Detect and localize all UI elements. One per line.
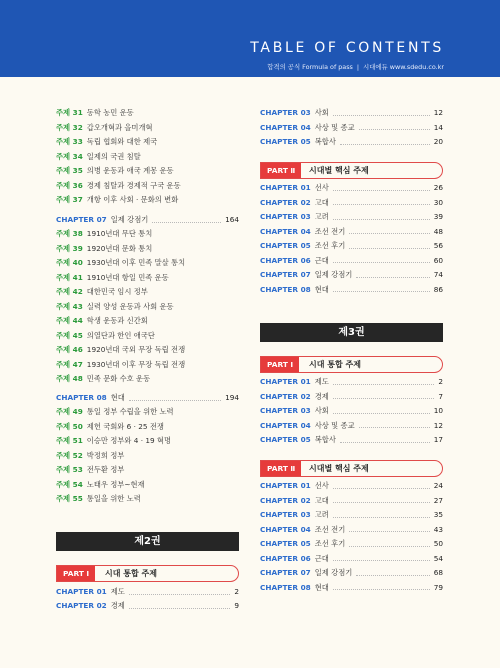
- dot-leader: [333, 190, 430, 191]
- toc-topic-33[interactable]: 주제 33 독립 협회와 대한 제국: [56, 137, 158, 146]
- dot-leader: [129, 400, 221, 401]
- part-title: 시대별 핵심 주제: [309, 464, 369, 473]
- dot-leader: [333, 204, 430, 205]
- toc-topic-32[interactable]: 주제 32 갑오개혁과 을미개혁: [56, 122, 153, 132]
- toc-topic-52[interactable]: 주제 52 박정희 정부: [56, 450, 125, 460]
- dot-leader: [129, 608, 231, 609]
- vol2-part2-chapter-05[interactable]: CHAPTER 05 조선 후기 56: [260, 241, 443, 250]
- dot-leader: [333, 502, 430, 503]
- toc-topic-45[interactable]: 주제 45 의열단과 한인 애국단: [56, 330, 155, 340]
- dot-leader: [349, 546, 429, 547]
- part-tag: PART Ⅰ: [261, 357, 299, 372]
- volume-2-heading: 제2권: [56, 532, 239, 551]
- toc-title: TABLE OF CONTENTS: [250, 40, 444, 56]
- vol3-part1-chapter-03[interactable]: CHAPTER 03 사회 10: [260, 406, 443, 415]
- part-tag: PART Ⅰ: [57, 566, 95, 581]
- dot-leader: [349, 248, 429, 249]
- dot-leader: [356, 575, 429, 576]
- vol2-part1-chapter-01[interactable]: CHAPTER 01 제도 2: [56, 587, 239, 596]
- vol3-part1-chapter-05[interactable]: CHAPTER 05 복합사 17: [260, 435, 443, 444]
- toc-topic-35[interactable]: 주제 35 의병 운동과 애국 계몽 운동: [56, 166, 174, 175]
- vol2-part1-chapter-03[interactable]: CHAPTER 03 사회 12: [260, 108, 443, 117]
- toc-topic-42[interactable]: 주제 42 대한민국 임시 정부: [56, 287, 148, 296]
- header-separator: |: [356, 63, 360, 71]
- vol3-part1-chapter-02[interactable]: CHAPTER 02 경제 7: [260, 391, 443, 401]
- publisher-text: 시대에듀 www.sdedu.co.kr: [363, 63, 444, 71]
- toc-topic-44[interactable]: 주제 44 학생 운동과 신간회: [56, 316, 148, 325]
- toc-chapter-07[interactable]: CHAPTER 07 일제 강점기 164: [56, 215, 239, 224]
- vol2-part2-chapter-04[interactable]: CHAPTER 04 조선 전기 48: [260, 226, 443, 236]
- dot-leader: [333, 488, 430, 489]
- toc-topic-39[interactable]: 주제 39 1920년대 문화 통치: [56, 243, 153, 253]
- toc-topic-43[interactable]: 주제 43 실력 양성 운동과 사회 운동: [56, 301, 174, 311]
- dot-leader: [333, 115, 430, 116]
- vol3-part2-chapter-08[interactable]: CHAPTER 08 현대 79: [260, 582, 443, 592]
- part-title: 시대 통합 주제: [309, 360, 361, 369]
- toc-topic-31[interactable]: 주제 31 동학 농민 운동: [56, 108, 134, 117]
- toc-topic-49[interactable]: 주제 49 통일 정부 수립을 위한 노력: [56, 407, 174, 416]
- vol2-part2-chapter-08[interactable]: CHAPTER 08 현대 86: [260, 284, 443, 294]
- dot-leader: [340, 442, 430, 443]
- toc-topic-54[interactable]: 주제 54 노태우 정부~현재: [56, 479, 145, 489]
- vol2-part1-chapter-05[interactable]: CHAPTER 05 복합사 20: [260, 137, 443, 146]
- dot-leader: [152, 222, 221, 223]
- toc-topic-36[interactable]: 주제 36 경제 침탈과 경제적 구국 운동: [56, 180, 181, 190]
- vol2-part2-chapter-06[interactable]: CHAPTER 06 근대 60: [260, 255, 443, 265]
- vol3-part2-chapter-02[interactable]: CHAPTER 02 고대 27: [260, 495, 443, 505]
- vol3-part2-chapter-05[interactable]: CHAPTER 05 조선 후기 50: [260, 539, 443, 548]
- vol2-part2-chapter-02[interactable]: CHAPTER 02 고대 30: [260, 197, 443, 207]
- part-tag: PART Ⅱ: [261, 163, 301, 178]
- vol3-part2-chapter-06[interactable]: CHAPTER 06 근대 54: [260, 553, 443, 563]
- toc-topic-48[interactable]: 주제 48 민족 문화 수호 운동: [56, 374, 151, 383]
- vol2-part1-chapter-04[interactable]: CHAPTER 04 사상 및 종교 14: [260, 122, 443, 132]
- vol3-part1-chapter-04[interactable]: CHAPTER 04 사상 및 종교 12: [260, 420, 443, 430]
- header-banner: [0, 0, 500, 77]
- dot-leader: [333, 384, 435, 385]
- dot-leader: [349, 233, 429, 234]
- dot-leader: [359, 129, 430, 130]
- toc-topic-40[interactable]: 주제 40 1930년대 이후 민족 말살 통치: [56, 258, 186, 267]
- vol2-part1-heading: [56, 565, 239, 582]
- vol3-part1-heading: [260, 356, 443, 373]
- dot-leader: [333, 560, 430, 561]
- toc-topic-41[interactable]: 주제 41 1910년대 항일 민족 운동: [56, 272, 169, 282]
- vol2-part2-chapter-01[interactable]: CHAPTER 01 선사 26: [260, 183, 443, 192]
- vol3-part2-chapter-04[interactable]: CHAPTER 04 조선 전기 43: [260, 524, 443, 534]
- part-tag: PART Ⅱ: [261, 461, 301, 476]
- toc-topic-38[interactable]: 주제 38 1910년대 무단 통치: [56, 229, 153, 238]
- vol2-part1-chapter-02[interactable]: CHAPTER 02 경제 9: [56, 601, 239, 610]
- dot-leader: [333, 291, 430, 292]
- vol2-part2-chapter-07[interactable]: CHAPTER 07 일제 강점기 74: [260, 270, 443, 279]
- toc-topic-53[interactable]: 주제 53 전두환 정부: [56, 465, 125, 474]
- brand-text: 합격의 공식 Formula of pass: [267, 63, 353, 71]
- dot-leader: [333, 517, 430, 518]
- dot-leader: [359, 427, 430, 428]
- vol3-part1-chapter-01[interactable]: CHAPTER 01 제도 2: [260, 377, 443, 386]
- dot-leader: [333, 413, 430, 414]
- toc-topic-55[interactable]: 주제 55 통일을 위한 노력: [56, 494, 141, 503]
- toc-topic-46[interactable]: 주제 46 1920년대 국외 무장 독립 전쟁: [56, 345, 186, 354]
- dot-leader: [356, 277, 429, 278]
- dot-leader: [333, 262, 430, 263]
- dot-leader: [349, 531, 429, 532]
- vol2-part2-chapter-03[interactable]: CHAPTER 03 고려 39: [260, 212, 443, 221]
- vol3-part2-heading: [260, 460, 443, 477]
- toc-topic-51[interactable]: 주제 51 이승만 정부와 4 · 19 혁명: [56, 436, 172, 445]
- part-title: 시대별 핵심 주제: [309, 166, 369, 175]
- toc-topic-50[interactable]: 주제 50 제헌 국회와 6 · 25 전쟁: [56, 421, 164, 431]
- part-title: 시대 통합 주제: [105, 569, 157, 578]
- dot-leader: [340, 144, 430, 145]
- vol3-part2-chapter-01[interactable]: CHAPTER 01 선사 24: [260, 481, 443, 490]
- volume-3-heading: 제3권: [260, 323, 443, 342]
- vol3-part2-chapter-07[interactable]: CHAPTER 07 일제 강점기 68: [260, 568, 443, 577]
- dot-leader: [333, 398, 435, 399]
- toc-topic-47[interactable]: 주제 47 1930년대 이후 무장 독립 전쟁: [56, 359, 186, 369]
- toc-chapter-08[interactable]: CHAPTER 08 현대 194: [56, 393, 239, 402]
- vol2-part2-heading: [260, 162, 443, 179]
- header-subline: [267, 62, 444, 71]
- dot-leader: [129, 594, 231, 595]
- dot-leader: [333, 219, 430, 220]
- vol3-part2-chapter-03[interactable]: CHAPTER 03 고려 35: [260, 510, 443, 519]
- toc-topic-34[interactable]: 주제 34 일제의 국권 침탈: [56, 151, 141, 161]
- toc-topic-37[interactable]: 주제 37 개항 이후 사회 · 문화의 변화: [56, 195, 179, 204]
- dot-leader: [333, 589, 430, 590]
